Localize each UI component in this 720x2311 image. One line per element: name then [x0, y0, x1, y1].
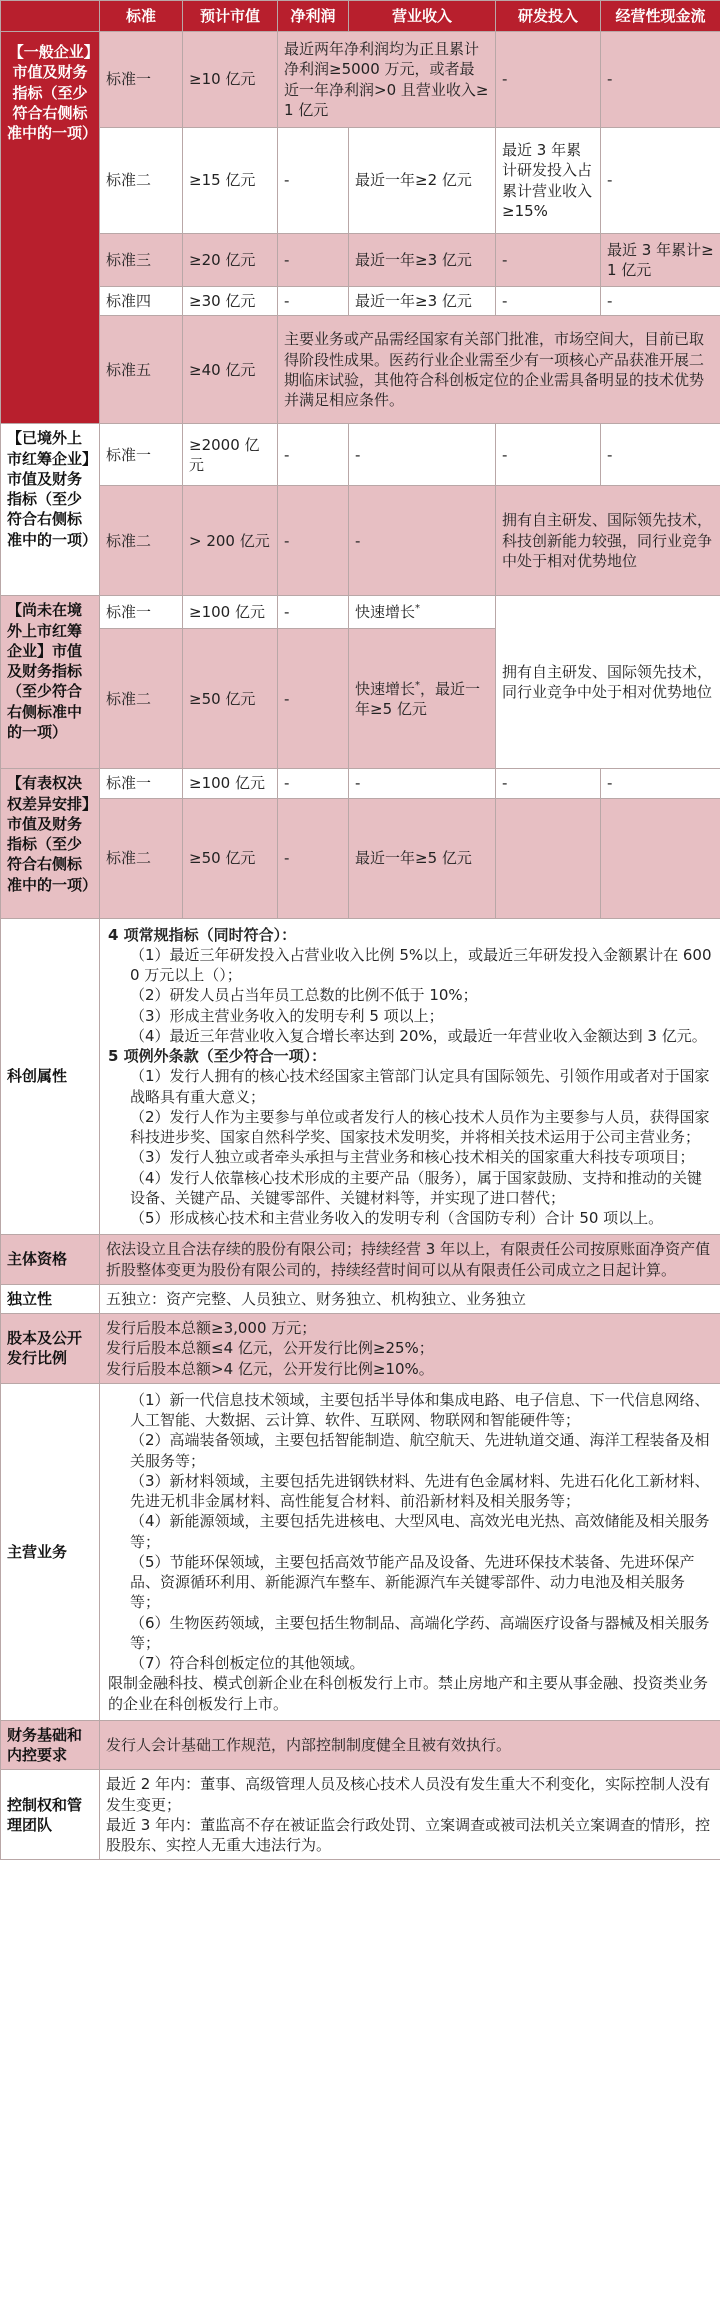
entity-row — [1, 1235, 720, 1285]
equity-line: 发行后股本总额>4 亿元，公开发行比例≥10%。 — [106, 1359, 434, 1378]
business-item: （3）新材料领域，主要包括先进钢铁材料、先进有色金属材料、先进石化化工新材料、先进无机非金属材料、高性能复合材料、前沿新材料及相关服务等； — [130, 1471, 710, 1510]
equity-content — [100, 1314, 720, 1384]
entity-category: 主体资格 — [1, 1235, 100, 1285]
rev: 最近一年≥3 亿元 — [349, 234, 496, 287]
general-row-2 — [1, 128, 720, 234]
std: 标准一 — [100, 424, 183, 486]
std: 标准一 — [100, 769, 183, 798]
rd-cf: 拥有自主研发、国际领先技术，科技创新能力较强，同行业竞争中处于相对优势地位 — [496, 486, 720, 596]
rev: 最近一年≥2 亿元 — [349, 128, 496, 234]
cap: ≥15 亿元 — [183, 128, 278, 234]
header-net-profit: 净利润 — [278, 1, 349, 32]
cap: ≥50 亿元 — [183, 629, 278, 769]
tech-exception: （4）发行人依靠核心技术形成的主要产品（服务），属于国家鼓励、支持和推动的关键设备、关键产品、关键零部件、关键材料等，并实现了进口替代； — [130, 1168, 703, 1207]
voting-row-1 — [1, 769, 720, 798]
equity-row — [1, 1314, 720, 1384]
business-item: （1）新一代信息技术领域，主要包括半导体和集成电路、电子信息、下一代信息网络、人工智能、大数据、云计算、软件、互联网、物联网和智能硬件等； — [130, 1390, 710, 1429]
std: 标准三 — [100, 234, 183, 287]
rev-text-2: ，最近一年≥5 亿元 — [355, 679, 481, 718]
unlisted-category: 【尚未在境外上市红筹企业】市值及财务指标（至少符合右侧标准中的一项） — [1, 596, 100, 769]
header-row — [1, 1, 720, 32]
np: - — [278, 287, 349, 316]
cap: ≥10 亿元 — [183, 32, 278, 128]
tech-exception: （1）发行人拥有的核心技术经国家主管部门认定具有国际领先、引领作用或者对于国家战略具有重大意义； — [130, 1067, 710, 1106]
cap: ≥2000 亿元 — [183, 424, 278, 486]
tech-item: （1）最近三年研发投入占营业收入比例 5%以上，或最近三年研发投入金额累计在 6000 万元以上（）； — [130, 945, 712, 984]
tech-heading-2: 5 项例外条款（至少符合一项）： — [108, 1047, 327, 1065]
std: 标准二 — [100, 128, 183, 234]
business-item: （2）高端装备领域，主要包括智能制造、航空航天、先进轨道交通、海洋工程装备及相关服务等； — [130, 1431, 710, 1470]
rev: - — [349, 486, 496, 596]
std: 标准二 — [100, 486, 183, 596]
business-row — [1, 1383, 720, 1720]
rd: - — [496, 234, 601, 287]
general-row-5 — [1, 316, 720, 424]
np-rev: 最近两年净利润均为正且累计净利润≥5000 万元，或者最近一年净利润>0 且营业收入≥1 亿元 — [278, 32, 496, 128]
voting-category: 【有表权决权差异安排】市值及财务指标（至少符合右侧标准中的一项） — [1, 769, 100, 918]
cf: 最近 3 年累计≥1 亿元 — [601, 234, 720, 287]
tech-row — [1, 918, 720, 1235]
equity-line: 发行后股本总额≤4 亿元，公开发行比例≥25%； — [106, 1339, 434, 1358]
std: 标准四 — [100, 287, 183, 316]
independence-text: 五独立：资产完整、人员独立、财务独立、机构独立、业务独立 — [100, 1284, 720, 1313]
general-row-3 — [1, 234, 720, 287]
rev: - — [349, 424, 496, 486]
rd: - — [496, 769, 601, 798]
std: 标准二 — [100, 629, 183, 769]
equity-category: 股本及公开发行比例 — [1, 1314, 100, 1384]
control-line: 最近 2 年内：董事、高级管理人员及核心技术人员没有发生重大不利变化，实际控制人没有发生变更； — [106, 1775, 711, 1814]
std: 标准二 — [100, 798, 183, 918]
overseas-category: 【已境外上市红筹企业】市值及财务指标（至少符合右侧标准中的一项） — [1, 424, 100, 596]
np: - — [278, 769, 349, 798]
business-item: （6）生物医药领域，主要包括生物制品、高端化学药、高端医疗设备与器械及相关服务等； — [130, 1613, 710, 1652]
tech-heading-1: 4 项常规指标（同时符合）： — [108, 925, 297, 944]
business-item: （5）节能环保领域，主要包括高效节能产品及设备、先进环保技术装备、先进环保产品、资源循环利用、新能源汽车整车、新能源汽车关键零部件、动力电池及相关服务等； — [130, 1552, 695, 1612]
tech-content — [100, 918, 720, 1235]
cf: - — [601, 287, 720, 316]
rev-text: 快速增长 — [355, 679, 416, 698]
cf: - — [601, 424, 720, 486]
overseas-row-2 — [1, 486, 720, 596]
footnote-mark: * — [415, 603, 421, 615]
control-content — [100, 1770, 720, 1860]
business-category: 主营业务 — [1, 1383, 100, 1720]
control-line: 最近 3 年内：董监高不存在被证监会行政处罚、立案调查或被司法机关立案调查的情形，控股股东、实控人无重大违法行为。 — [106, 1815, 711, 1854]
rd: 最近 3 年累计研发投入占累计营业收入≥15% — [496, 128, 601, 234]
tech-category: 科创属性 — [1, 918, 100, 1235]
header-standard: 标准 — [100, 1, 183, 32]
rev — [349, 596, 496, 629]
business-content — [100, 1383, 720, 1720]
cf: - — [601, 32, 720, 128]
general-row-4 — [1, 287, 720, 316]
general-category: 【一般企业】市值及财务指标（至少符合右侧标准中的一项） — [1, 32, 100, 424]
equity-line: 发行后股本总额≥3,000 万元； — [106, 1319, 317, 1337]
rd-cf: 拥有自主研发、国际领先技术，同行业竞争中处于相对优势地位 — [496, 596, 720, 769]
tech-item: （2）研发人员占当年员工总数的比例不低于 10%； — [130, 986, 478, 1005]
cap: ≥50 亿元 — [183, 798, 278, 918]
unlisted-row-1 — [1, 596, 720, 629]
general-row-1 — [1, 32, 720, 128]
np: - — [278, 798, 349, 918]
header-corner — [1, 1, 100, 32]
independence-row — [1, 1284, 720, 1313]
np: - — [278, 486, 349, 596]
finance-row — [1, 1720, 720, 1770]
rev: 最近一年≥5 亿元 — [349, 798, 496, 918]
overseas-row-1 — [1, 424, 720, 486]
header-cashflow: 经营性现金流 — [601, 1, 720, 32]
cap: ≥20 亿元 — [183, 234, 278, 287]
cap: ≥30 亿元 — [183, 287, 278, 316]
rev: 最近一年≥3 亿元 — [349, 287, 496, 316]
finance-text: 发行人会计基础工作规范，内部控制制度健全且被有效执行。 — [100, 1720, 720, 1770]
finance-category: 财务基础和内控要求 — [1, 1720, 100, 1770]
np: - — [278, 128, 349, 234]
cap: ≥40 亿元 — [183, 316, 278, 424]
business-item: （4）新能源领域，主要包括先进核电、大型风电、高效光电光热、高效储能及相关服务等； — [130, 1512, 710, 1551]
footnote-mark: * — [415, 679, 421, 691]
independence-category: 独立性 — [1, 1284, 100, 1313]
rev — [349, 629, 496, 769]
std5-text: 主要业务或产品需经国家有关部门批准，市场空间大，目前已取得阶段性成果。医药行业企业需至少有一项核心产品获准开展二期临床试验，其他符合科创板定位的企业需具备明显的技术优势并满足相应条件。 — [278, 316, 720, 424]
std: 标准一 — [100, 32, 183, 128]
rev: - — [349, 769, 496, 798]
entity-text: 依法设立且合法存续的股份有限公司；持续经营 3 年以上，有限责任公司按原账面净资产值折股整体变更为股份有限公司的，持续经营时间可以从有限责任公司成立之日起计算。 — [100, 1235, 720, 1285]
np: - — [278, 424, 349, 486]
cf: - — [601, 769, 720, 798]
header-rd: 研发投入 — [496, 1, 601, 32]
tech-exception: （3）发行人独立或者牵头承担与主营业务和核心技术相关的国家重大科技专项项目； — [130, 1148, 695, 1167]
rd: - — [496, 424, 601, 486]
np: - — [278, 596, 349, 629]
rd: - — [496, 32, 601, 128]
tech-item: （3）形成主营业务收入的发明专利 5 项以上； — [130, 1006, 444, 1025]
voting-row-2 — [1, 798, 720, 918]
cf: - — [601, 128, 720, 234]
cap: > 200 亿元 — [183, 486, 278, 596]
cap: ≥100 亿元 — [183, 596, 278, 629]
std: 标准五 — [100, 316, 183, 424]
np: - — [278, 629, 349, 769]
rev-text: 快速增长 — [355, 603, 416, 622]
header-revenue: 营业收入 — [349, 1, 496, 32]
rd: - — [496, 287, 601, 316]
np: - — [278, 234, 349, 287]
cf — [601, 798, 720, 918]
business-item: （7）符合科创板定位的其他领域。 — [130, 1654, 365, 1672]
control-row — [1, 1770, 720, 1860]
tech-exception: （5）形成核心技术和主营业务收入的发明专利（含国防专利）合计 50 项以上。 — [130, 1209, 664, 1227]
header-market-cap: 预计市值 — [183, 1, 278, 32]
cap: ≥100 亿元 — [183, 769, 278, 798]
control-category: 控制权和管理团队 — [1, 1770, 100, 1860]
tech-exception: （2）发行人作为主要参与单位或者发行人的核心技术人员作为主要参与人员，获得国家科技进步奖、国家自然科学奖、国家技术发明奖，并将相关技术运用于公司主营业务； — [130, 1107, 710, 1146]
std: 标准一 — [100, 596, 183, 629]
rd — [496, 798, 601, 918]
business-tail: 限制金融科技、模式创新企业在科创板发行上市。禁止房地产和主要从事金融、投资类业务的企业在科创板发行上市。 — [108, 1674, 709, 1713]
tech-item: （4）最近三年营业收入复合增长率达到 20%，或最近一年营业收入金额达到 3 亿元。 — [130, 1026, 707, 1045]
